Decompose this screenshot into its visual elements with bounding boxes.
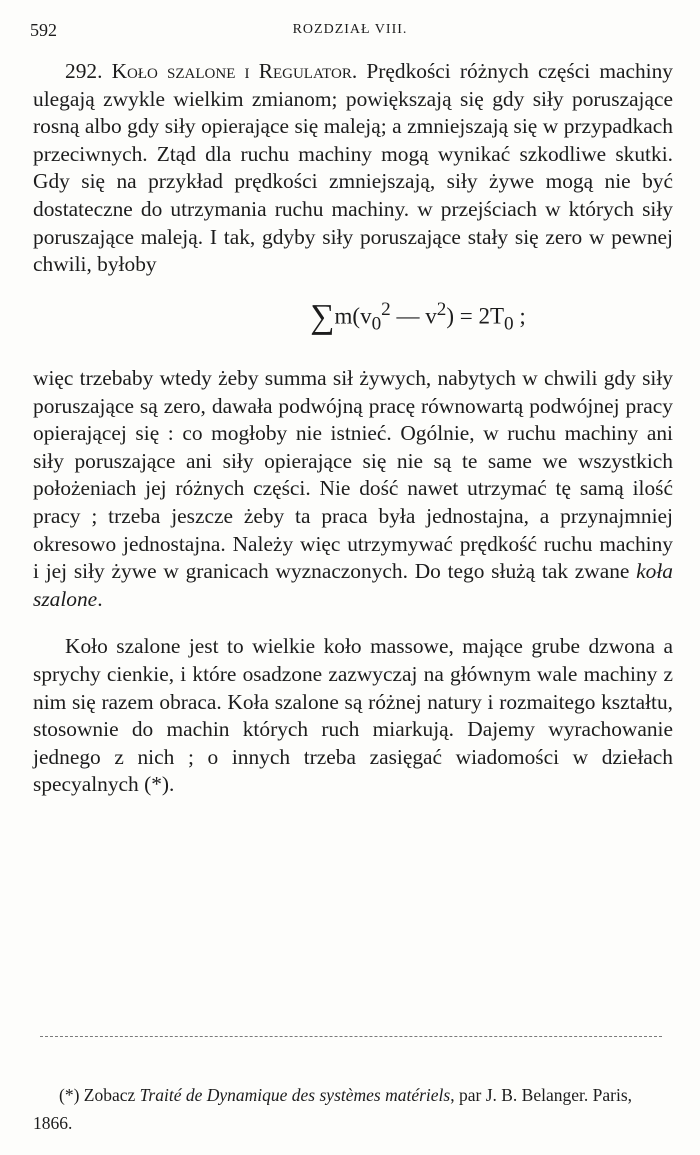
superscript-two-b: 2: [436, 298, 447, 320]
subscript-t-zero: 0: [504, 313, 514, 334]
paragraph-2-text: więc trzebaby wtedy żeby summa sił żywych, nabytych w chwili gdy siły poruszające są zero, dawała podwójną pracę równowartą podwójnej pracy opierającej się : co mogłoby nie istnieć. Ogólnie, w ruchu machiny ani siły poruszające ani siły opierające się nie są te same we wszystkich położeniach jej różnych części. Nie dość nawet utrzymać tę samą ilość pracy ; trzeba jeszcze żeby ta praca była jednostajna, a przynajmniej okresowo jednostajna. Należy więc utrzymywać prędkość ruchu machiny i jej siły żywe w granicach wyznaczonych. Do tego służą tak zwane: [33, 366, 673, 584]
equation: [33, 293, 673, 341]
paragraph-2-end: .: [97, 586, 103, 611]
footnote: [33, 1081, 673, 1137]
paragraph-2: [33, 365, 673, 613]
equation-end: ;: [513, 303, 526, 329]
italic-term: koła szalone: [33, 559, 673, 611]
section-number: 292.: [65, 59, 103, 83]
paragraph-1: [33, 58, 673, 279]
running-head: [30, 20, 670, 44]
footnote-rule: [40, 1036, 662, 1037]
section-title: Koło szalone i Regulator.: [111, 59, 358, 83]
equation-minus-v: — v: [390, 303, 437, 329]
page-number: 592: [30, 20, 57, 40]
equation-lhs: m(v: [334, 303, 372, 329]
superscript-two: 2: [381, 298, 391, 320]
sigma-symbol: ∑: [310, 298, 335, 336]
equation-rhs: ) = 2T: [446, 303, 504, 329]
paragraph-3: Koło szalone jest to wielkie koło massowe, mające grube dzwona a sprychy cienkie, i które osadzone zazwyczaj na głównym wale machiny z nim się razem obraca. Koła szalone są różnej natury i rozmaitego kształtu, stosownie do machin których ruch miarkują. Dajemy wyrachowanie jednego z nich ; o innych trzeba zasięgać wiadomości w dziełach specyalnych (*).: [33, 634, 673, 797]
footnote-title: Traité de Dynamique des systèmes matériels: [139, 1084, 451, 1105]
paragraph-1-text: Prędkości różnych części machiny ulegają zwykle wielkim zmianom; powiększają się gdy siły poruszające rosną albo gdy siły opierające się maleją; a zmniejszają się w przypadkach przeciwnych. Ztąd dla ruchu machiny mogą wynikać szkodliwe skutki. Gdy się na przykład prędkości zmniejszają, siły żywe mogą nie być dostateczne do utrzymania ruchu machiny. w przejściach w których siły poruszające maleją. I tak, gdyby siły poruszające stały się zero w pewnej chwili, byłoby: [33, 59, 673, 277]
chapter-title: ROZDZIAŁ VIII.: [292, 22, 408, 37]
body-text: [33, 58, 673, 799]
footnote-marker: (*) Zobacz: [59, 1084, 140, 1105]
footnote-rest: , par J. B. Belanger. Paris, 1866.: [33, 1084, 633, 1133]
subscript-zero: 0: [371, 313, 382, 334]
